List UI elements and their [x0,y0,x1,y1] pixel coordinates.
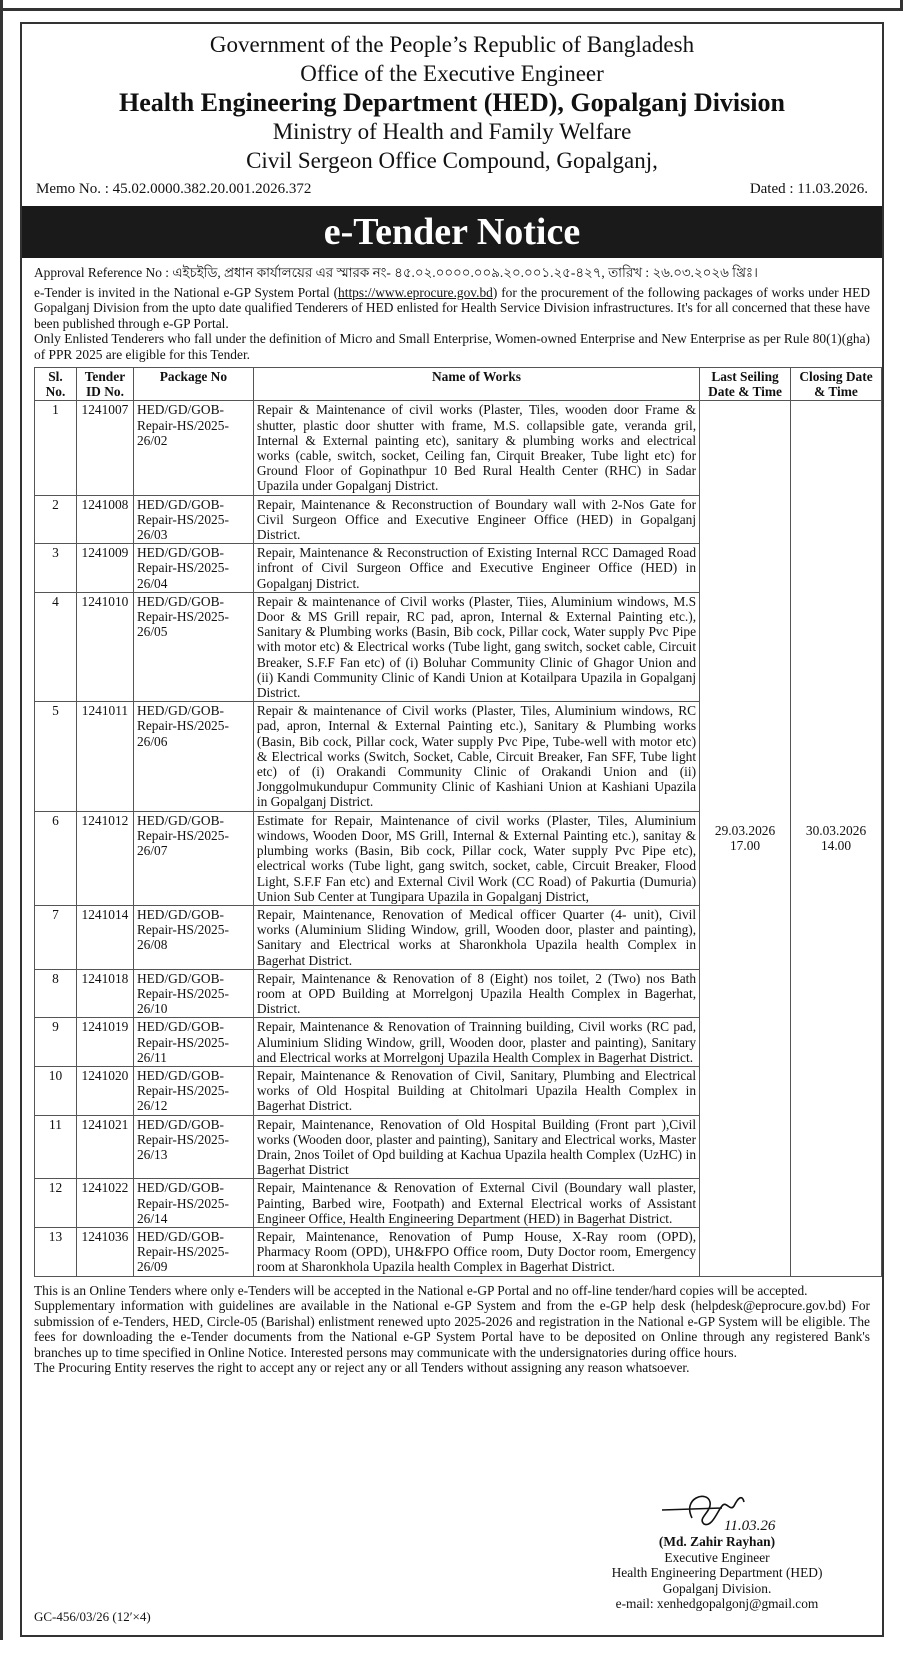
page-edge-line [0,0,3,1640]
package-cell: HED/GD/GOB-Repair-HS/2025-26/08 [133,905,253,969]
package-cell: HED/GD/GOB-Repair-HS/2025-26/06 [133,702,253,811]
package-cell: HED/GD/GOB-Repair-HS/2025-26/14 [133,1179,253,1228]
tender-table [34,367,882,1277]
package-cell: HED/GD/GOB-Repair-HS/2025-26/07 [133,811,253,905]
last-selling-cell [700,401,791,1276]
ministry-line: Ministry of Health and Family Welfare [272,119,632,144]
col-sl: Sl. No. [35,368,77,401]
footer-notes [22,1277,882,1376]
department-line: Health Engineering Department (HED), Gopalganj Division [119,88,785,117]
works-cell: Repair, Maintenance & Reconstruction of Existing Internal RCC Damaged Road infront of Civil Surgeon Office and Executive Engineer Office (HED) in Gopalganj District. [253,544,699,593]
works-cell: Repair & maintenance of Civil works (Plaster, Tiles, Aluminium windows, RC pad, apron, Internal & External Painting etc.), Sanitary & Plumbing works (Basin, Bib cock, Pillar cock, Water supply Pvc Pipe, Tube-well with motor etc) & Electrical works (Switch, Socket, Cable, Circuit Breaker, Fan SFF, Tube light etc) of (i) Orakandi Community Clinic of Orakandi Union and (ii) Jonggolmukundupur Community Clinic of Kashiani Union at Kashiani Upazila in Gopalganj District. [253,702,699,811]
approval-reference: Approval Reference No : এইচইডি, প্রধান কার্যালয়ের এর স্মারক নং- ৪৫.০২.০০০০.০০৯.২০.০০১.২৫-৪২৭, তারিখ : ২৬.০৩.২০২৬ খ্রিঃ। [34,265,758,280]
works-cell: Estimate for Repair, Maintenance of civil works (Plaster, Tiles, Aluminium windows, Wooden Door, MS Grill, Internal & External Painting etc.), sanitay & plumbing works (Basin, Bib cock, Pillar cock, Water supply Pvc Pipe etc), electrical works (Tube light, gang switch, socket, cable, Circuit Breaker, Flood Light, S.F.F Fan etc) and External Civil Work (CC Road) of Pakurtia (Dumuria) Union Sub Center at Tungipara Upazila in Gopalganj District, [253,811,699,905]
signatory-name: (Md. Zahir Rayhan) [658,1534,776,1549]
tender-id-cell: 1241020 [76,1066,133,1115]
intro-paragraph [34,285,870,332]
tender-id-cell: 1241012 [76,811,133,905]
tender-id-cell: 1241007 [76,401,133,495]
col-tender-id: Tender ID No. [76,368,133,401]
tender-id-cell: 1241008 [76,495,133,544]
svg-text:11.03.26: 11.03.26 [724,1518,776,1534]
eprocure-link[interactable]: https://www.eprocure.gov.bd [338,284,493,300]
supplementary-note: Supplementary information with guidelines are available in the National e-GP System and from the e-GP help desk (helpdesk@eprocure.gov.bd) For submission of e-Tenders, HED, Circle-05 (Barishal) enlistment renewed upto 2025-2026 and registration in the National e-GP System will be eligible. The fees for downloading the e-Tender documents from the National e-GP System Portal have to be deposited on Online through any registered Bank's branches up to time specified in Online Notice. Interested persons may communicate with the undersignatories during office hours. [34,1298,870,1360]
package-cell: HED/GD/GOB-Repair-HS/2025-26/02 [133,401,253,495]
col-closing: Closing Date & Time [791,368,882,401]
eligibility-paragraph: Only Enlisted Tenderers who fall under the definition of Micro and Small Enterprise, Women-owned Enterprise and New Enterprise as per Rule 80(1)(gha) of PPR 2025 are eligible for this Tender. [34,331,870,362]
intro-text: ) for the procurement of the following packages of works under HED Gopalganj Division from the upto date qualified Tenderers of HED enlisted for Health Service Division infrastructures. It's for all concerned that these have been published through e-GP Portal. [34,284,870,331]
tender-notice [20,22,884,1637]
col-works: Name of Works [253,368,699,401]
serial-cell: 11 [35,1115,77,1179]
serial-cell: 1 [35,401,77,495]
table-row [35,401,882,495]
signatory-email[interactable]: e-mail: xenhedgopalgonj@gmail.com [615,1596,819,1611]
ad-code: GC-456/03/26 (12′×4) [34,1609,151,1624]
serial-cell: 10 [35,1066,77,1115]
package-cell: HED/GD/GOB-Repair-HS/2025-26/13 [133,1115,253,1179]
serial-cell: 9 [35,1018,77,1067]
serial-cell: 6 [35,811,77,905]
col-package: Package No [133,368,253,401]
signatory-division: Gopalganj Division. [662,1580,772,1596]
date: 29.03.2026 [714,823,776,839]
package-cell: HED/GD/GOB-Repair-HS/2025-26/10 [133,969,253,1018]
works-cell: Repair, Maintenance & Reconstruction of Boundary wall with 2-Nos Gate for Civil Surgeon Office and Executive Engineer Office (HED) in Gopalganj District. [253,495,699,544]
package-cell: HED/GD/GOB-Repair-HS/2025-26/05 [133,592,253,701]
tender-id-cell: 1241018 [76,969,133,1018]
time: 14.00 [820,838,852,854]
works-cell: Repair, Maintenance, Renovation of Pump House, X-Ray room (OPD), Pharmacy Room (OPD), UH&FPO Office room, Duty Doctor room, Emergency room at Sharonkhola Upazila health Complex in Bagerhat District. [253,1227,699,1276]
serial-cell: 12 [35,1179,77,1228]
tender-id-cell: 1241009 [76,544,133,593]
memo-row [22,175,882,202]
serial-cell: 4 [35,592,77,701]
previous-ad-border [0,0,903,11]
memo-date: Dated : 11.03.2026. [749,181,868,197]
tender-id-cell: 1241021 [76,1115,133,1179]
works-cell: Repair, Maintenance & Renovation of 8 (Eight) nos toilet, 2 (Two) nos Bath room at OPD Building at Morrelgonj Upazila Health Complex in Bagerhat, District. [253,969,699,1018]
date: 30.03.2026 [805,823,867,839]
intro [22,258,882,362]
works-cell: Repair, Maintenance & Renovation of Trainning building, Civil works (RC pad, Aluminium Sliding Window, grill, Wooden door, plaster and painting), Sanitary and Electrical works at Morrelgonj Upazila Health Complex in Bagerhat District. [253,1018,699,1067]
tender-id-cell: 1241010 [76,592,133,701]
works-cell: Repair & maintenance of Civil works (Plaster, Tiies, Aluminium windows, M.S Door & MS Grill repair, RC pad, apron, Internal & External Painting etc.), Sanitary & Plumbing works (Basin, Bib cock, Pillar cock, Water supply Pvc Pipe with motor etc) & Electrical works (Tube light, gang switch, socket cable, Circuit Breaker, S.F.F Fan etc) of (i) Boluhar Community Clinic of Ghagor Union and (ii) Kandi Community Clinic of Kandi Union at Kotailpara Upazila in Gopalganj District. [253,592,699,701]
works-cell: Repair & Maintenance of civil works (Plaster, Tiles, wooden door Frame & shutter, plastic door shutter with frame, M.S. collapsible gate, veranda gril, Internal & External painting etc), sanitary & plumbing works and electrical works (cable, switch, socket, Ceiling fan, Cirquit Breaker, Tube light etc) for Ground Floor of Gopinathpur 10 Bed Rural Health Center (RHC) in Sadar Upazila under Gopalganj District. [253,401,699,495]
package-cell: HED/GD/GOB-Repair-HS/2025-26/12 [133,1066,253,1115]
package-cell: HED/GD/GOB-Repair-HS/2025-26/11 [133,1018,253,1067]
closing-cell [791,401,882,1276]
signatory-designation: Executive Engineer [664,1549,770,1565]
online-note: This is an Online Tenders where only e-Tenders will be accepted in the National e-GP Portal and no off-line tender/hard copies will be accepted. [34,1282,808,1298]
address-line: Civil Sergeon Office Compound, Gopalganj, [246,148,658,173]
serial-cell: 2 [35,495,77,544]
signature-block [592,1488,842,1612]
tender-id-cell: 1241014 [76,905,133,969]
package-cell: HED/GD/GOB-Repair-HS/2025-26/03 [133,495,253,544]
rights-note: The Procuring Entity reserves the right to accept any or reject any or all Tenders without assigning any reason whatsoever. [34,1360,690,1376]
time: 17.00 [729,838,761,854]
memo-number: Memo No. : 45.02.0000.382.20.001.2026.372 [36,181,312,197]
serial-cell: 13 [35,1227,77,1276]
office-line: Office of the Executive Engineer [300,61,604,86]
col-last-selling: Last Seiling Date & Time [700,368,791,401]
government-line: Government of the People’s Republic of Bangladesh [209,32,695,57]
handwritten-signature [652,1488,782,1534]
intro-text: e-Tender is invited in the National e-GP System Portal ( [34,284,339,300]
letterhead [22,30,882,175]
serial-cell: 3 [35,544,77,593]
signatory-department: Health Engineering Department (HED) [611,1565,823,1580]
tender-id-cell: 1241011 [76,702,133,811]
works-cell: Repair, Maintenance, Renovation of Medical officer Quarter (4- unit), Civil works (Aluminium Sliding Window, grill, Wooden door, plaster and painting), Sanitary and Electrical works at Sharonkhola Upazila health Complex in Bagerhat District. [253,905,699,969]
tender-id-cell: 1241019 [76,1018,133,1067]
tender-id-cell: 1241022 [76,1179,133,1228]
serial-cell: 7 [35,905,77,969]
serial-cell: 8 [35,969,77,1018]
package-cell: HED/GD/GOB-Repair-HS/2025-26/09 [133,1227,253,1276]
notice-title: e-Tender Notice [22,206,882,258]
package-cell: HED/GD/GOB-Repair-HS/2025-26/04 [133,544,253,593]
works-cell: Repair, Maintenance & Renovation of External Civil (Boundary wall plaster, Painting, Barbed wire, Footpath) and External Electrical works of Assistant Engineer Office, Health Engineering Department (HED) in Bagerhat District. [253,1179,699,1228]
serial-cell: 5 [35,702,77,811]
works-cell: Repair, Maintenance & Renovation of Civil, Sanitary, Plumbing and Electrical works of Old Hospital Building at Chitolmari Upazila Health Complex in Bagerhat District. [253,1066,699,1115]
tender-id-cell: 1241036 [76,1227,133,1276]
works-cell: Repair, Maintenance, Renovation of Old Hospital Building (Front part ),Civil works (Wooden door, plaster and painting), Sanitary and Electrical works, Master Drain, 2nos Toilet of Opd building at Kachua Upazila health Complex (UzHC) in Bagerhat District [253,1115,699,1179]
table-header-row [35,368,882,401]
